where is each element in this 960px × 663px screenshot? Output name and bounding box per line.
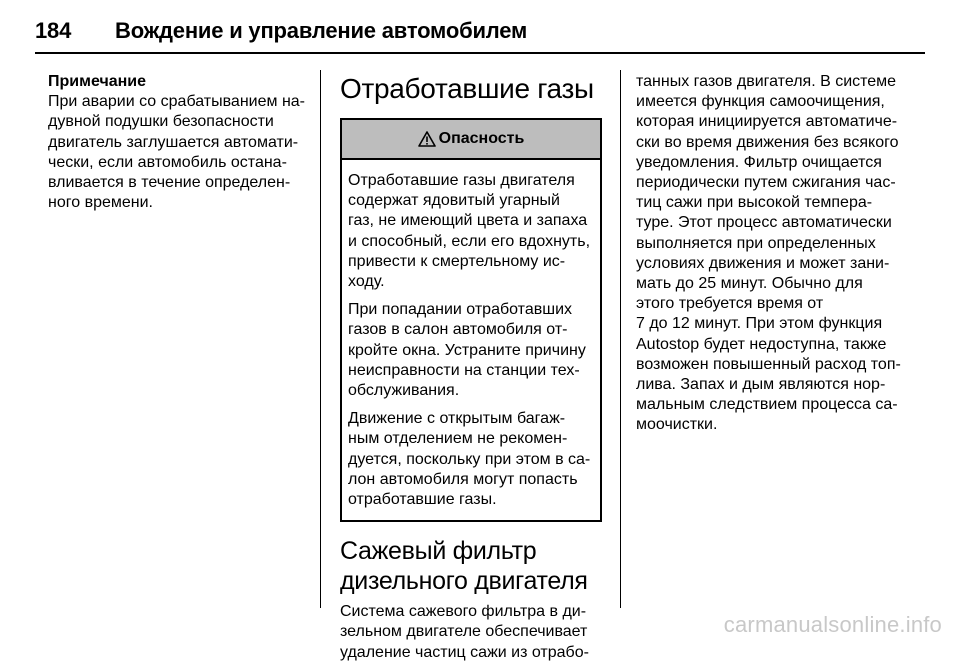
header-rule <box>35 52 925 54</box>
filter-heading-line: дизельного двигателя <box>340 567 588 596</box>
body-line: тиц сажи при высокой темпера- <box>636 194 873 212</box>
body-line: танных газов двигателя. В системе <box>636 73 897 90</box>
page-number: 184 <box>35 18 72 43</box>
note-line: двигатель заглушается автомати- <box>48 133 299 151</box>
warning-line: ным отделением не рекомен- <box>348 430 568 448</box>
warning-line: газ, не имеющий цвета и запаха <box>348 212 588 230</box>
body-line: 7 до 12 минут. При этом функция <box>636 315 883 333</box>
note-line: При аварии со срабатыванием на- <box>48 93 306 111</box>
exhaust-column <box>340 72 602 663</box>
note-line: дувной подушки безопасности <box>48 113 274 131</box>
body-line: моочистки. <box>636 416 718 434</box>
body-line: уведомления. Фильтр очищается <box>636 153 882 171</box>
body-line: возможен повышенный расход топ- <box>636 355 901 373</box>
warning-line: неисправности на станции тех- <box>348 361 580 379</box>
watermark: carmanualsonline.info <box>723 612 942 637</box>
filter-heading <box>340 536 602 596</box>
warning-line: При попадании отработавших <box>348 301 572 319</box>
warning-line: и способный, если его вдохнуть, <box>348 232 591 250</box>
body-line: условиях движения и может зани- <box>636 254 890 272</box>
warning-paragraph <box>348 300 594 401</box>
filter-line: зельном двигателе обеспечивает <box>340 623 588 641</box>
body-line: Autostop будет недоступна, также <box>636 335 887 353</box>
column-divider-left <box>320 70 321 608</box>
warning-line: кройте окна. Устраните причину <box>348 341 586 359</box>
danger-warning-box <box>340 118 602 522</box>
warning-line: привести к смертельному ис- <box>348 252 566 270</box>
body-line: мальным следствием процесса са- <box>636 396 898 414</box>
note-column <box>48 72 310 213</box>
warning-header <box>342 120 600 160</box>
warning-body <box>342 160 600 520</box>
warning-paragraph <box>348 171 594 292</box>
warning-line: лон автомобиля могут попасть <box>348 470 578 488</box>
note-line: вливается в течение определен- <box>48 174 291 192</box>
body-line: ски во время движения без всякого <box>636 133 899 151</box>
warning-triangle-icon <box>418 131 436 147</box>
warning-line: отработавшие газы. <box>348 491 497 509</box>
filter-heading-line: Сажевый фильтр <box>340 537 537 566</box>
warning-line: газов в салон автомобиля от- <box>348 321 568 339</box>
body-line: лива. Запах и дым являются нор- <box>636 376 886 394</box>
page-header <box>35 12 935 50</box>
exhaust-heading: Отработавшие газы <box>340 73 594 104</box>
note-title: Примечание <box>48 73 147 90</box>
body-line: которая инициируется автоматиче- <box>636 113 898 131</box>
warning-line: дуется, поскольку при этом в са- <box>348 450 591 468</box>
body-line: выполняется при определенных <box>636 234 876 252</box>
body-line: этого требуется время от <box>636 295 824 313</box>
warning-line: содержат ядовитый угарный <box>348 192 560 210</box>
page-title: Вождение и управление автомобилем <box>115 18 528 43</box>
body-line: туре. Этот процесс автоматически <box>636 214 892 232</box>
warning-paragraph <box>348 409 594 510</box>
body-line: мать до 25 минут. Обычно для <box>636 275 863 293</box>
column-divider-right <box>620 70 621 608</box>
warning-title: Опасность <box>438 129 525 147</box>
warning-line: ходу. <box>348 273 385 291</box>
warning-line: Движение с открытым багаж- <box>348 410 566 428</box>
note-line: чески, если автомобиль останa- <box>48 153 287 171</box>
filter-continued-column <box>636 72 901 436</box>
warning-line: обслуживания. <box>348 382 460 400</box>
body-line: имеется функция самоочищения, <box>636 93 885 111</box>
body-line: периодически путем сжигания час- <box>636 174 896 192</box>
filter-line: удаление частиц сажи из отрабо- <box>340 643 589 661</box>
filter-line: Система сажевого фильтра в ди- <box>340 603 587 621</box>
note-line: ного времени. <box>48 194 153 212</box>
warning-line: Отработавшие газы двигателя <box>348 172 575 189</box>
